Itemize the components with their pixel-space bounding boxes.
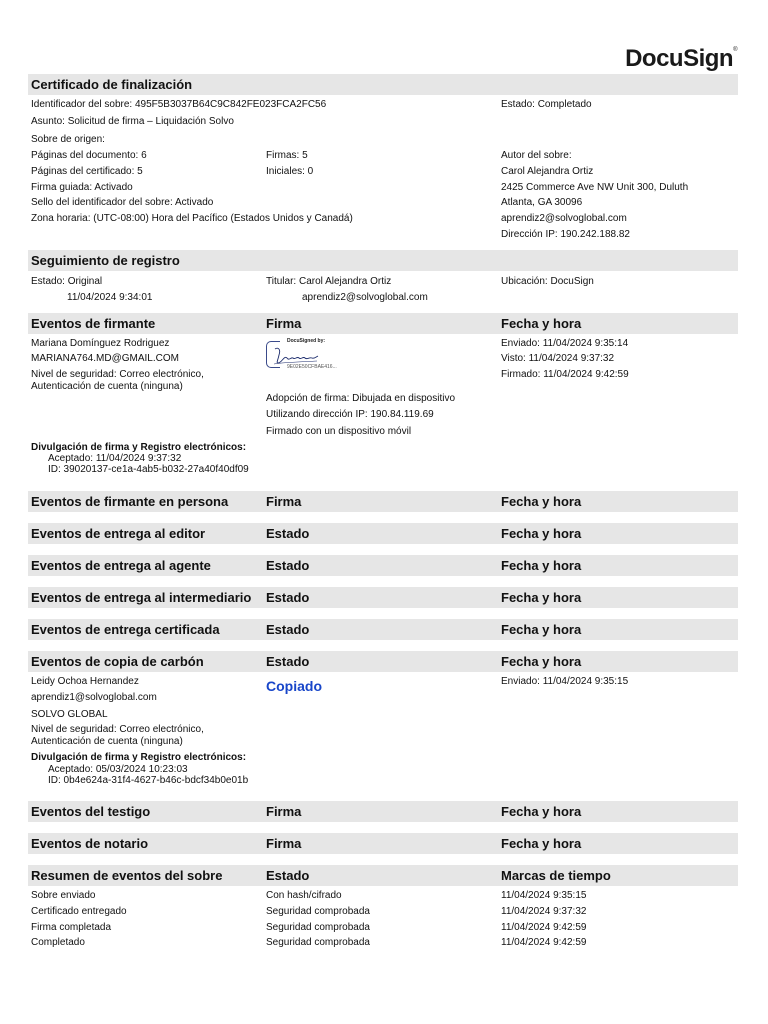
section-header-signer-events	[28, 313, 738, 334]
section-header-certified-delivery	[28, 619, 738, 640]
signer-disclosure-id: ID: 39020137-ce1a-4ab5-b032-27a40f40df09	[48, 464, 249, 475]
section-title: Certificado de finalización	[31, 77, 193, 92]
initials-count: Iniciales: 0	[266, 166, 314, 177]
column-header: Fecha y hora	[501, 622, 582, 637]
cc-company: SOLVO GLOBAL	[31, 709, 108, 720]
section-header-in-person-signer	[28, 491, 738, 512]
section-title: Eventos de entrega al editor	[31, 526, 206, 541]
column-header: Estado	[266, 526, 310, 541]
section-header-certificate	[28, 74, 738, 95]
summary-event: Sobre enviado	[31, 890, 96, 901]
summary-event: Certificado entregado	[31, 906, 127, 917]
column-header-signature: Firma	[266, 316, 302, 331]
section-title: Eventos de entrega al agente	[31, 558, 211, 573]
time-zone: Zona horaria: (UTC-08:00) Hora del Pacífico (Estados Unidos y Canadá)	[31, 213, 353, 224]
section-header-tracking	[28, 250, 738, 271]
section-header-intermediary-delivery	[28, 587, 738, 608]
column-header: Fecha y hora	[501, 558, 582, 573]
summary-event: Completado	[31, 937, 85, 948]
signer-email: MARIANA764.MD@GMAIL.COM	[31, 353, 179, 364]
cc-status: Copiado	[266, 678, 322, 694]
section-title: Eventos de firmante	[31, 316, 156, 331]
cc-disclosure-accepted: Aceptado: 05/03/2024 10:23:03	[48, 764, 188, 775]
column-header: Fecha y hora	[501, 494, 582, 509]
cc-security-line1: Nivel de seguridad: Correo electrónico,	[31, 724, 204, 735]
author-ip: Dirección IP: 190.242.188.82	[501, 229, 630, 240]
signature-count: Firmas: 5	[266, 150, 308, 161]
column-header: Estado	[266, 590, 310, 605]
column-header: Firma	[266, 836, 302, 851]
column-header-datetime: Fecha y hora	[501, 316, 582, 331]
column-header: Estado	[266, 558, 310, 573]
summary-time: 11/04/2024 9:42:59	[501, 937, 587, 948]
guided-signing: Firma guiada: Activado	[31, 182, 133, 193]
section-title: Eventos del testigo	[31, 804, 151, 819]
column-header: Firma	[266, 804, 302, 819]
summary-time: 11/04/2024 9:42:59	[501, 922, 587, 933]
docusign-logo: DocuSign®	[625, 45, 737, 72]
tracking-state: Estado: Original	[31, 276, 103, 287]
envelope-status: Estado: Completado	[501, 99, 592, 110]
cc-email: aprendiz1@solvoglobal.com	[31, 692, 157, 703]
section-header-notary	[28, 833, 738, 854]
envelope-origin: Sobre de origen:	[31, 134, 105, 145]
signer-security-line1: Nivel de seguridad: Correo electrónico,	[31, 369, 204, 380]
signer-disclosure-title: Divulgación de firma y Registro electrónicos:	[31, 442, 247, 453]
column-header: Firma	[266, 494, 302, 509]
section-title: Eventos de firmante en persona	[31, 494, 229, 509]
docusigned-signature-image	[266, 338, 352, 372]
signature-adoption: Adopción de firma: Dibujada en dispositivo	[266, 393, 455, 404]
author-label: Autor del sobre:	[501, 150, 572, 161]
column-header: Fecha y hora	[501, 836, 582, 851]
column-header-status: Estado	[266, 654, 310, 669]
cc-disclosure-id: ID: 0b4e624a-31f4-4627-b46c-bdcf34b0e01b	[48, 775, 249, 786]
certificate-pages: Páginas del certificado: 5	[31, 166, 143, 177]
section-header-witness	[28, 801, 738, 822]
author-email: aprendiz2@solvoglobal.com	[501, 213, 627, 224]
section-header-carbon-copy	[28, 651, 738, 672]
summary-status: Con hash/cifrado	[266, 890, 342, 901]
section-title: Seguimiento de registro	[31, 253, 180, 268]
signer-security-line2: Autenticación de cuenta (ninguna)	[31, 381, 183, 392]
summary-time: 11/04/2024 9:35:15	[501, 890, 587, 901]
signed-mobile: Firmado con un dispositivo móvil	[266, 426, 412, 437]
column-header: Estado	[266, 622, 310, 637]
cc-disclosure-title: Divulgación de firma y Registro electrónicos:	[31, 752, 247, 763]
cc-name: Leidy Ochoa Hernandez	[31, 676, 139, 687]
tracking-email: aprendiz2@solvoglobal.com	[302, 292, 428, 303]
signer-viewed: Visto: 11/04/2024 9:37:32	[501, 353, 615, 364]
signature-ip: Utilizando dirección IP: 190.84.119.69	[266, 409, 434, 420]
author-address-line1: 2425 Commerce Ave NW Unit 300, Duluth	[501, 182, 689, 193]
summary-status: Seguridad comprobada	[266, 906, 370, 917]
signer-signed: Firmado: 11/04/2024 9:42:59	[501, 369, 629, 380]
section-title: Eventos de entrega certificada	[31, 622, 220, 637]
column-header-status: Estado	[266, 868, 310, 883]
column-header: Fecha y hora	[501, 590, 582, 605]
author-name: Carol Alejandra Ortiz	[501, 166, 594, 177]
section-header-agent-delivery	[28, 555, 738, 576]
section-header-editor-delivery	[28, 523, 738, 544]
section-title: Eventos de notario	[31, 836, 149, 851]
section-title: Eventos de copia de carbón	[31, 654, 204, 669]
column-header-datetime: Fecha y hora	[501, 654, 582, 669]
column-header-timestamps: Marcas de tiempo	[501, 868, 611, 883]
tracking-holder: Titular: Carol Alejandra Ortiz	[266, 276, 392, 287]
summary-status: Seguridad comprobada	[266, 937, 370, 948]
envelope-subject: Asunto: Solicitud de firma – Liquidación Solvo	[31, 116, 234, 127]
signer-name: Mariana Domínguez Rodriguez	[31, 338, 170, 349]
column-header: Fecha y hora	[501, 804, 582, 819]
section-title: Resumen de eventos del sobre	[31, 868, 223, 883]
column-header: Fecha y hora	[501, 526, 582, 541]
signature-id: 9E02E50CFBAE416...	[287, 364, 337, 370]
envelope-id: Identificador del sobre: 495F5B3037B64C9C842FE023FCA2FC56	[31, 99, 327, 110]
signer-sent: Enviado: 11/04/2024 9:35:14	[501, 338, 629, 349]
cc-security-line2: Autenticación de cuenta (ninguna)	[31, 736, 183, 747]
section-header-envelope-summary	[28, 865, 738, 886]
section-title: Eventos de entrega al intermediario	[31, 590, 252, 605]
tracking-date: 11/04/2024 9:34:01	[67, 292, 153, 303]
envelope-stamp: Sello del identificador del sobre: Activado	[31, 197, 214, 208]
docusigned-by-label: DocuSigned by:	[287, 338, 326, 344]
signer-disclosure-accepted: Aceptado: 11/04/2024 9:37:32	[48, 453, 182, 464]
document-pages: Páginas del documento: 6	[31, 150, 147, 161]
summary-event: Firma completada	[31, 922, 112, 933]
author-address-line2: Atlanta, GA 30096	[501, 197, 583, 208]
summary-status: Seguridad comprobada	[266, 922, 370, 933]
tracking-location: Ubicación: DocuSign	[501, 276, 594, 287]
summary-time: 11/04/2024 9:37:32	[501, 906, 587, 917]
cc-sent: Enviado: 11/04/2024 9:35:15	[501, 676, 629, 687]
